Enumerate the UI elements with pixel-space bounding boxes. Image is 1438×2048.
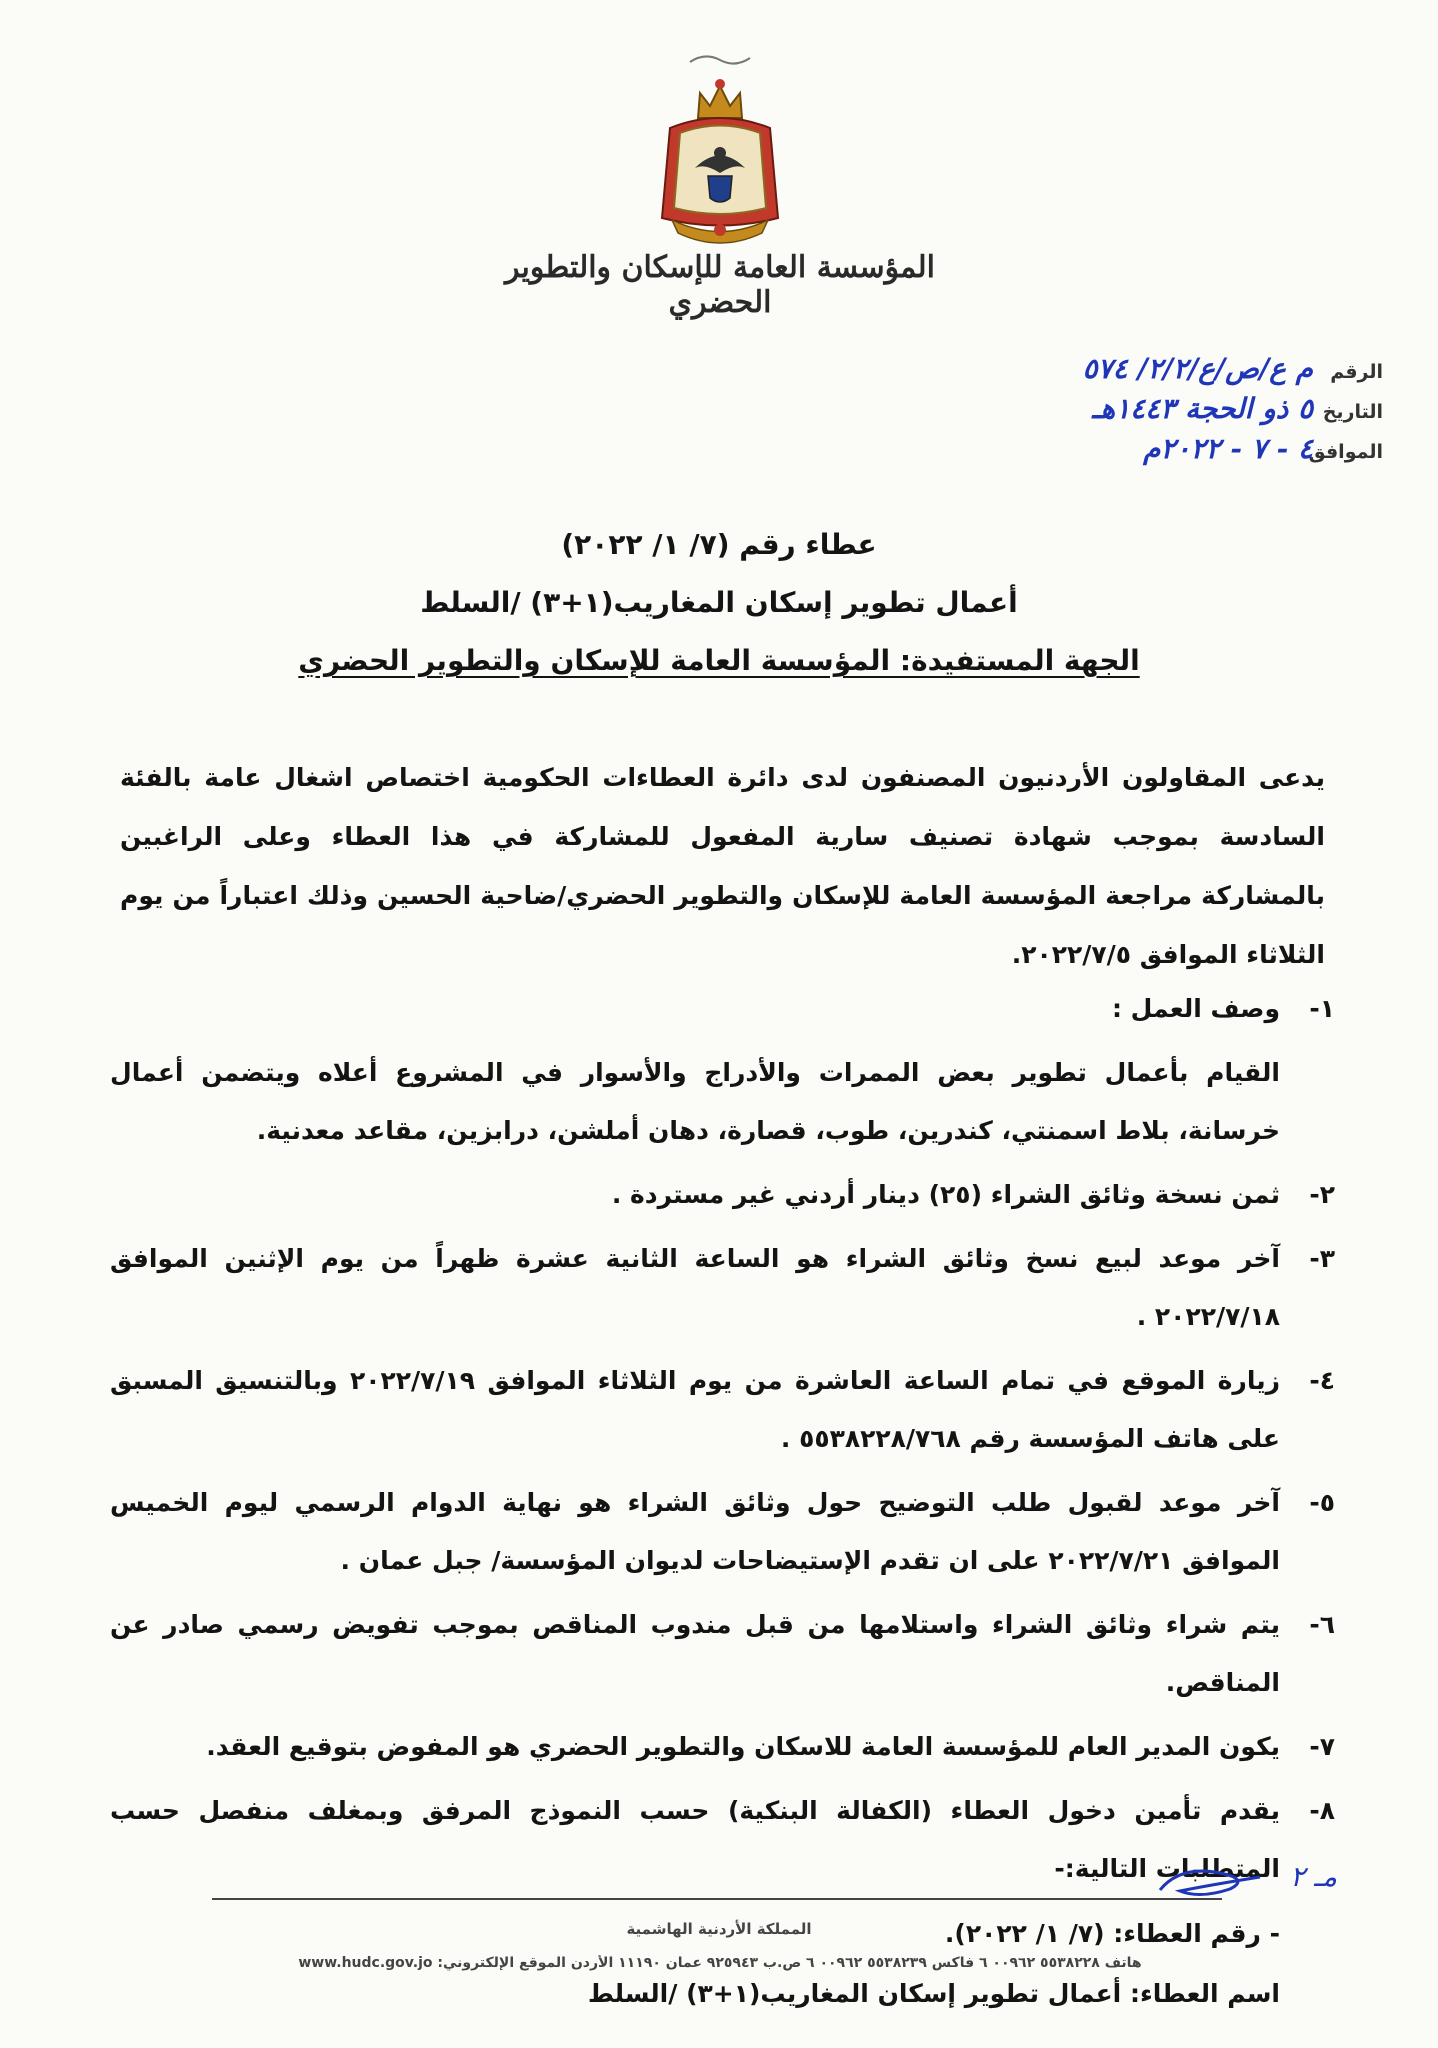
item-number: ١-	[1309, 994, 1335, 1023]
item-text: القيام بأعمال تطوير بعض الممرات والأدراج والأسوار في المشروع أعلاه ويتضمن أعمال خرسانة، بلاط اسمنتي، كندرين، طوب، قصارة، دهان أملشن، درابزين، مقاعد معدنية.	[110, 1058, 1280, 1145]
footer-contact: هاتف ٥٥٣٨٢٢٨ ٠٠٩٦٢ ٦ فاكس ٥٥٣٨٢٣٩ ٠٠٩٦٢ ٦ ص.ب ٩٢٥٩٤٣ عمان ١١١٩٠ الأردن الموقع الإلكتروني: www.hudc.gov.jo	[298, 1955, 1142, 1971]
ref-gregorian-row	[963, 432, 1383, 472]
sub-item-tender-name: اسم العطاء: أعمال تطوير إسكان المغاريب(١+٣) /السلط	[587, 1979, 1280, 2008]
item-number: ٤-	[1309, 1366, 1335, 1395]
item-text: يقدم تأمين دخول العطاء (الكفالة البنكية) حسب النموذج المرفق وبمغلف منفصل حسب المتطلبات التالية:-	[110, 1796, 1280, 1883]
ref-hijri-label: التاريخ	[1322, 401, 1383, 423]
list-item	[110, 1596, 1335, 1712]
list-item	[110, 1352, 1335, 1468]
intro-paragraph: يدعى المقاولون الأردنيون المصنفون لدى دائرة العطاءات الحكومية اختصاص اشغال عامة بالفئة السادسة بموجب شهادة تصنيف سارية المفعول للمشاركة في هذا العطاء وعلى الراغبين بالمشاركة مراجعة المؤسسة العامة للإسكان والتطوير الحضري/ضاحية الحسين وذلك اعتباراً من يوم الثلاثاء الموافق ٢٠٢٢/٧/٥.	[120, 763, 1325, 969]
ref-hijri-row	[963, 392, 1383, 432]
list-item	[110, 1166, 1335, 1224]
item-text: آخر موعد لبيع نسخ وثائق الشراء هو الساعة الثانية عشرة ظهراً من يوم الإثنين الموافق ٢٠٢٢/٧/١٨ .	[110, 1244, 1280, 1331]
item-text: زيارة الموقع في تمام الساعة العاشرة من يوم الثلاثاء الموافق ٢٠٢٢/٧/١٩ وبالتنسيق المسبق على هاتف المؤسسة رقم ٥٥٣٨٢٢٨/٧٦٨ .	[110, 1366, 1280, 1453]
footer-title: المملكة الأردنية الهاشمية	[626, 1920, 812, 1938]
beneficiary-text: الجهة المستفيدة: المؤسسة العامة للإسكان والتطوير الحضري	[298, 644, 1140, 677]
item-number: ٨-	[1309, 1796, 1335, 1825]
item-text: ثمن نسخة وثائق الشراء (٢٥) دينار أردني غير مستردة .	[611, 1180, 1280, 1209]
list-item	[110, 980, 1335, 1038]
organization-name: المؤسسة العامة للإسكان والتطوير الحضري	[505, 250, 935, 320]
sub-item-tender-number: - رقم العطاء: (٧/ ١/ ٢٠٢٢).	[944, 1919, 1280, 1948]
item-text: آخر موعد لقبول طلب التوضيح حول وثائق الشراء هو نهاية الدوام الرسمي ليوم الخميس الموافق ٢٠٢٢/٧/٢١ على ان تقدم الإستيضاحات لديوان المؤسسة/ جبل عمان .	[110, 1488, 1280, 1575]
ref-hijri-value: ٥ ذو الحجة ١٤٤٣هـ	[1092, 392, 1313, 425]
list-item	[110, 1474, 1335, 1590]
ref-number-row	[963, 352, 1383, 392]
item-number: ٣-	[1309, 1244, 1335, 1273]
emblem	[650, 48, 790, 258]
item-text: يكون المدير العام للمؤسسة العامة للاسكان والتطوير الحضري هو المفوض بتوقيع العقد.	[206, 1732, 1280, 1761]
ref-number-label: الرقم	[1330, 361, 1383, 383]
ref-number-value: م ع/ص/ع/٢/٢/ ٥٧٤	[1082, 352, 1313, 385]
project-heading: أعمال تطوير إسكان المغاريب(١+٣) /السلط	[420, 586, 1018, 619]
item-number: ٦-	[1309, 1610, 1335, 1639]
footer-divider	[212, 1898, 1222, 1900]
list-item	[110, 1718, 1335, 1776]
item-number: ٥-	[1309, 1488, 1335, 1517]
item-number: ٧-	[1309, 1732, 1335, 1761]
reference-block	[963, 352, 1383, 472]
ref-gregorian-value: ٤ - ٧ - ٢٠٢٢م	[1143, 432, 1313, 465]
tender-number-heading: عطاء رقم (٧/ ١/ ٢٠٢٢)	[561, 528, 877, 561]
ref-gregorian-label: الموافق	[1308, 441, 1383, 463]
list-item	[110, 1044, 1335, 1160]
jordan-coat-of-arms-icon	[650, 48, 790, 258]
signature-initials: مـ ٢	[1290, 1860, 1338, 1893]
list-item	[110, 1230, 1335, 1346]
beneficiary-heading	[0, 644, 1438, 677]
item-text: وصف العمل :	[1111, 994, 1280, 1023]
item-number: ٢-	[1309, 1180, 1335, 1209]
item-text: يتم شراء وثائق الشراء واستلامها من قبل مندوب المناقص بموجب تفويض رسمي صادر عن المناقص.	[110, 1610, 1280, 1697]
